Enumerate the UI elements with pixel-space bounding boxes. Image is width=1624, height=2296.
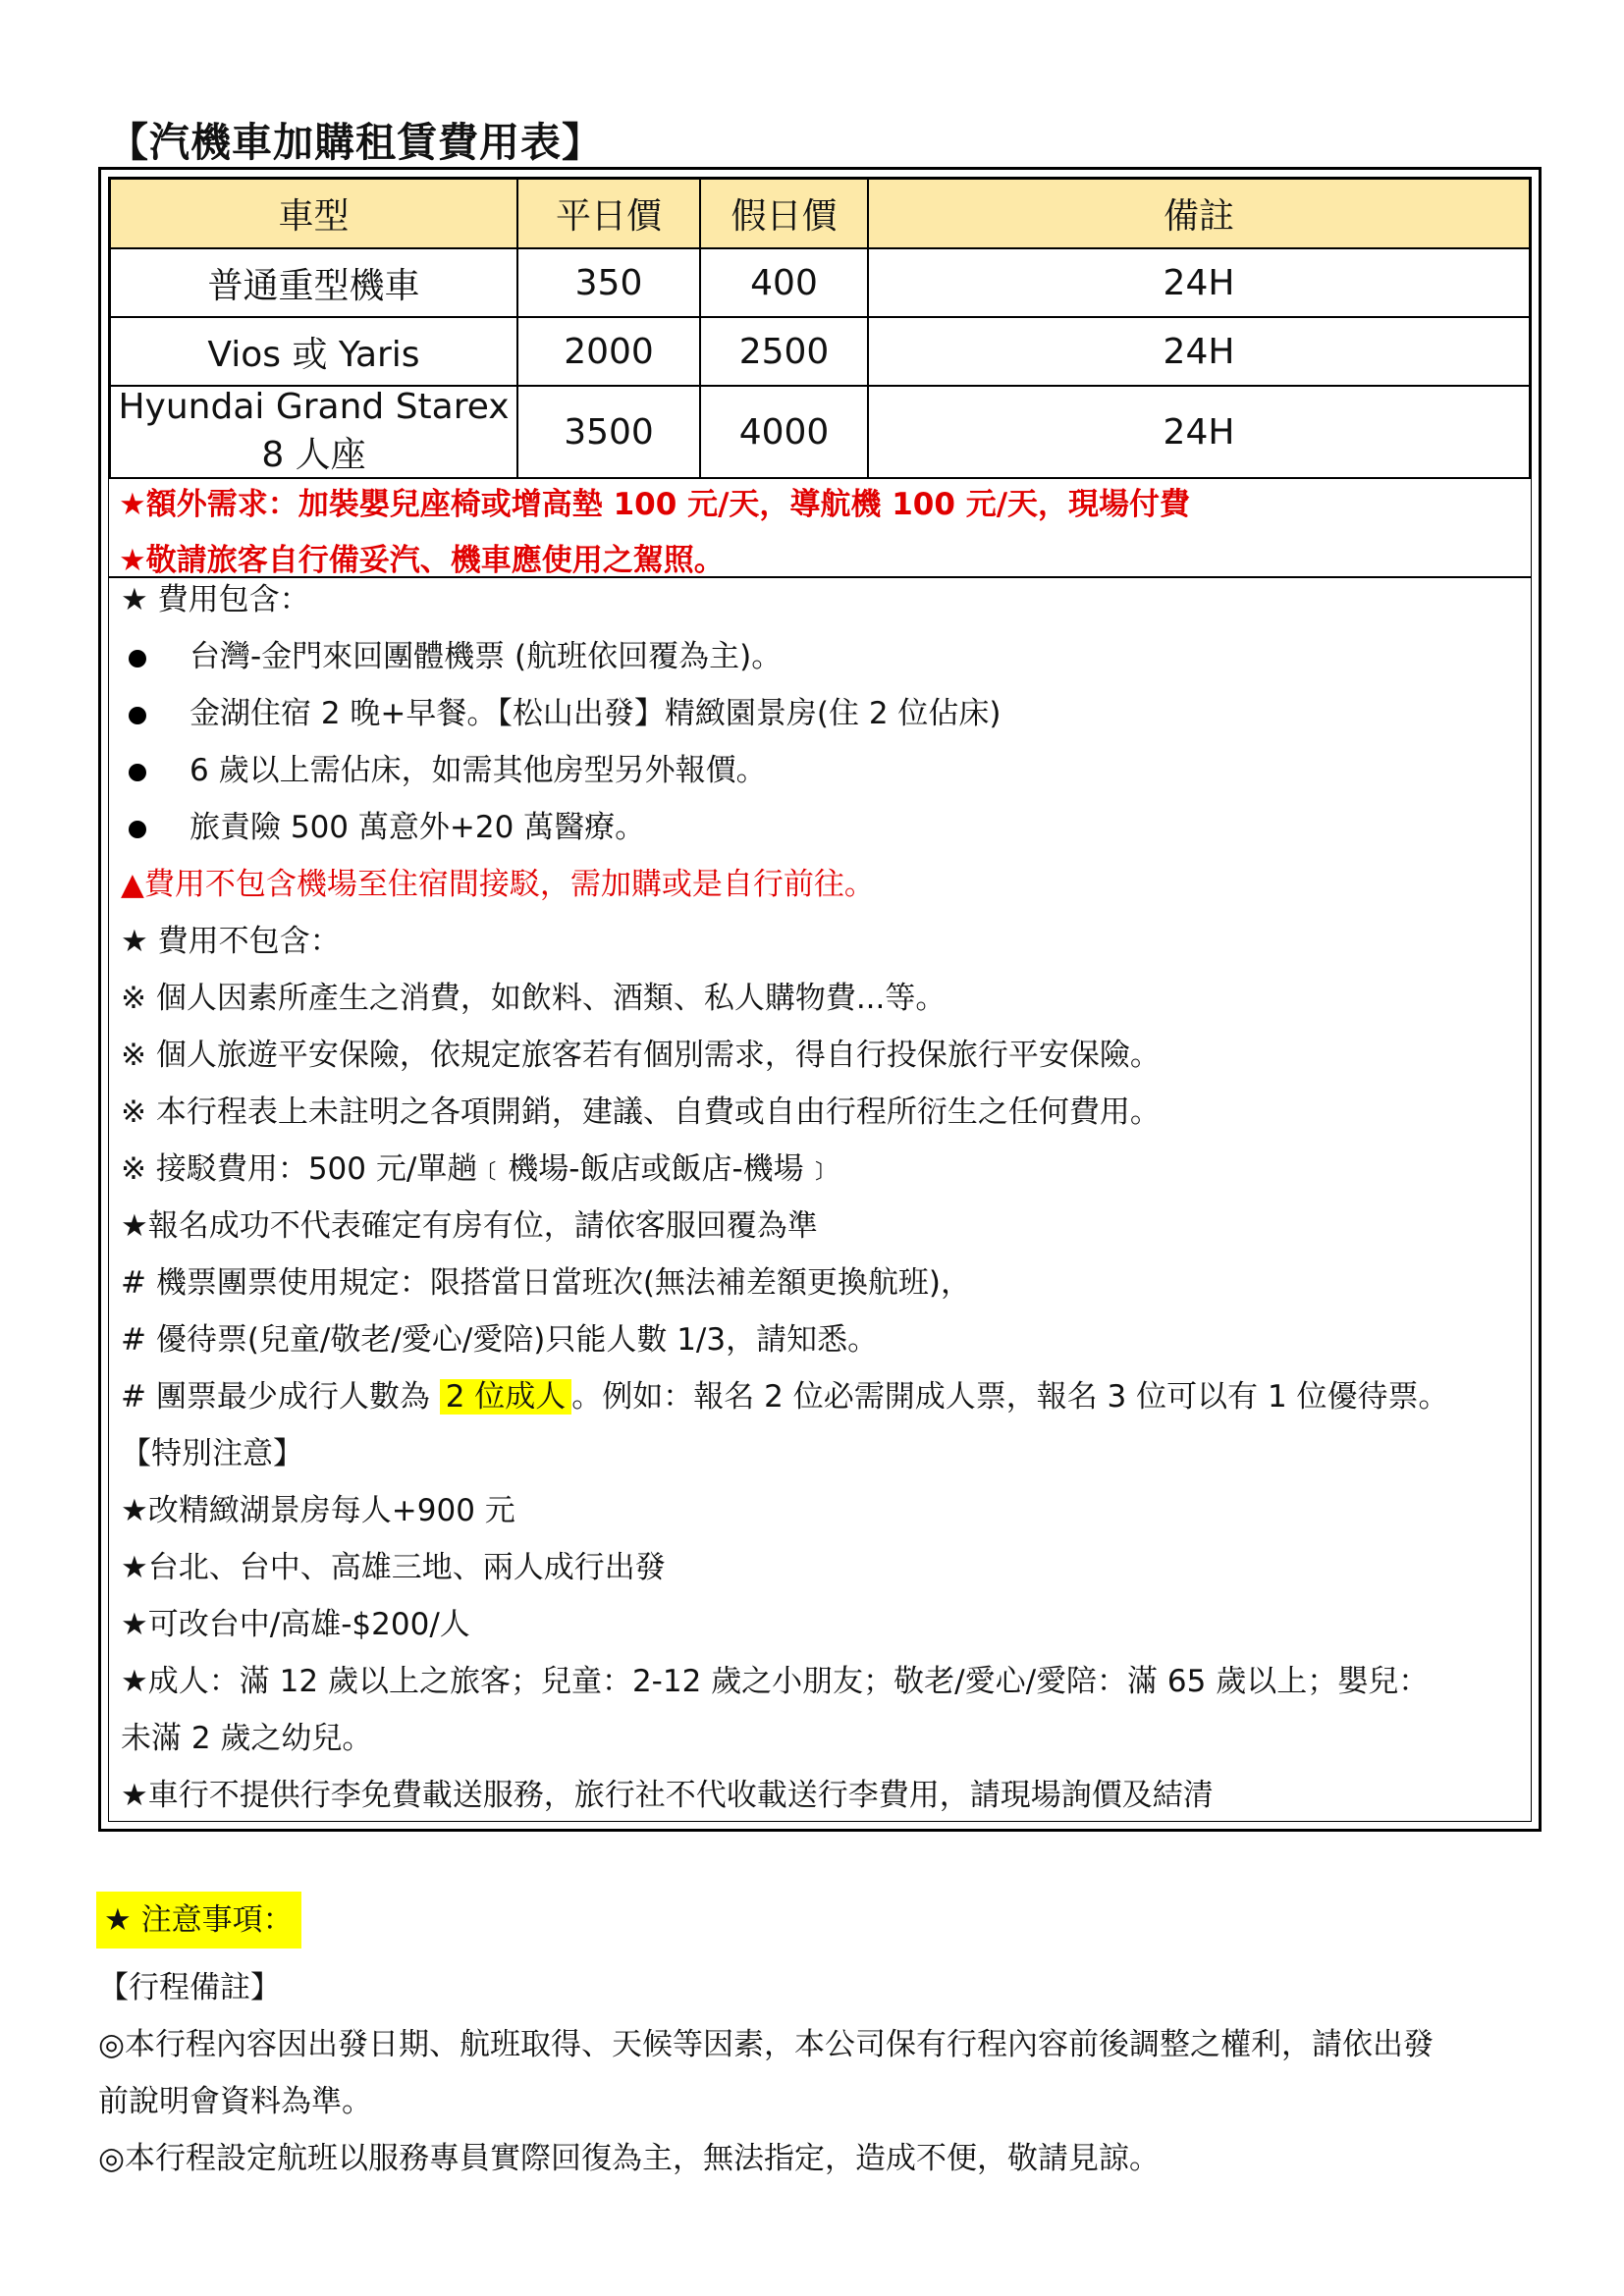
list-item: 6 歲以上需佔床，如需其他房型另外報價。 — [121, 751, 767, 790]
list-item: ★可改台中/高雄-$200/人 — [121, 1607, 470, 1642]
cell-holiday-price: 4000 — [700, 386, 868, 478]
signup-note: ★報名成功不代表確定有房有位，請依客服回覆為準 — [121, 1208, 818, 1244]
extra-requirement-line: ★額外需求：加裝嬰兒座椅或增高墊 100 元/天，導航機 100 元/天，現場付費 — [119, 487, 1191, 522]
list-item: ※ 個人旅遊平安保險，依規定旅客若有個別需求，得自行投保旅行平安保險。 — [121, 1038, 1161, 1073]
notice-line: ◎本行程內容因出發日期、航班取得、天候等因素，本公司保有行程內容前後調整之權利，請依出發 — [98, 2027, 1435, 2062]
group-rule: # 團票最少成行人數為 2 位成人 。例如：報名 2 位必需開成人票，報名 3 位可以有 1 位優待票。 — [121, 1379, 1449, 1415]
list-item: 未滿 2 歲之幼兒。 — [121, 1721, 373, 1756]
cell-remarks: 24H — [868, 386, 1530, 478]
cell-holiday-price: 2500 — [700, 317, 868, 386]
notice-line: 前說明會資料為準。 — [98, 2084, 372, 2119]
document-title: 【汽機車加購租賃費用表】 — [108, 119, 603, 166]
transfer-note: ▲費用不包含機場至住宿間接駁，需加購或是自行前往。 — [121, 867, 875, 902]
notice-subtitle: 【行程備註】 — [98, 1970, 281, 2005]
table-header-row — [110, 179, 1530, 248]
cell-weekday-price: 350 — [517, 248, 700, 317]
cell-remarks: 24H — [868, 248, 1530, 317]
list-item: ★成人：滿 12 歲以上之旅客；兒童：2-12 歲之小朋友；敬老/愛心/愛陪：滿 65 歲以上；嬰兒： — [121, 1664, 1430, 1699]
header-holiday-price: 假日價 — [700, 179, 868, 248]
list-item: 台灣-金門來回團體機票 (航班依回覆為主)。 — [121, 637, 782, 676]
ticket-rule: # 優待票(兒童/敬老/愛心/愛陪)只能人數 1/3，請知悉。 — [121, 1322, 879, 1358]
rental-fee-inner — [108, 177, 1532, 1822]
bullet-dot-icon — [129, 821, 146, 838]
bullet-dot-icon — [129, 764, 146, 781]
bullet-dot-icon — [129, 650, 146, 667]
cell-weekday-price: 3500 — [517, 386, 700, 478]
cell-vehicle-type: 普通重型機車 — [110, 248, 517, 317]
bullet-dot-icon — [129, 707, 146, 724]
notice-heading: ★ 注意事項： — [96, 1892, 301, 1949]
notice-line: ◎本行程設定航班以服務專員實際回復為主，無法指定，造成不便，敬請見諒。 — [98, 2141, 1161, 2176]
list-item: ※ 本行程表上未註明之各項開銷，建議、自費或自由行程所衍生之任何費用。 — [121, 1095, 1161, 1130]
list-item: ★車行不提供行李免費載送服務，旅行社不代收載送行李費用，請現場詢價及結清 — [121, 1778, 1214, 1813]
rental-price-table — [109, 178, 1531, 479]
table-row — [110, 386, 1530, 478]
list-item: 金湖住宿 2 晚+早餐。【松山出發】精緻園景房(住 2 位佔床) — [121, 694, 1001, 733]
list-item: ※ 個人因素所產生之消費，如飲料、酒類、私人購物費...等。 — [121, 981, 947, 1016]
cell-weekday-price: 2000 — [517, 317, 700, 386]
ticket-rule: # 機票團票使用規定：限搭當日當班次(無法補差額更換航班)， — [121, 1265, 972, 1301]
list-item: ★台北、台中、高雄三地、兩人成行出發 — [121, 1550, 666, 1585]
table-row — [110, 317, 1530, 386]
header-remarks: 備註 — [868, 179, 1530, 248]
list-item: ★改精緻湖景房每人+900 元 — [121, 1493, 515, 1528]
rental-fee-frame — [98, 167, 1542, 1832]
table-row — [110, 248, 1530, 317]
cell-remarks: 24H — [868, 317, 1530, 386]
cell-vehicle-type: Vios 或 Yaris — [110, 317, 517, 386]
cell-vehicle-type: Hyundai Grand Starex 8 人座 — [110, 386, 517, 478]
fee-info-section — [109, 578, 1531, 1821]
header-weekday-price: 平日價 — [517, 179, 700, 248]
highlighted-minimum: 2 位成人 — [440, 1379, 572, 1415]
cell-holiday-price: 400 — [700, 248, 868, 317]
extra-requirements — [109, 465, 1531, 578]
list-item: 旅責險 500 萬意外+20 萬醫療。 — [121, 808, 645, 847]
excludes-title: ★ 費用不包含： — [121, 924, 341, 959]
list-item: ※ 接駁費用：500 元/單趟﹝機場-飯店或飯店-機場﹞ — [121, 1151, 835, 1187]
header-vehicle-type: 車型 — [110, 179, 517, 248]
special-title: 【特別注意】 — [121, 1436, 303, 1471]
extra-license-line: ★敬請旅客自行備妥汽、機車應使用之駕照。 — [119, 543, 725, 578]
includes-title: ★ 費用包含： — [121, 582, 310, 617]
